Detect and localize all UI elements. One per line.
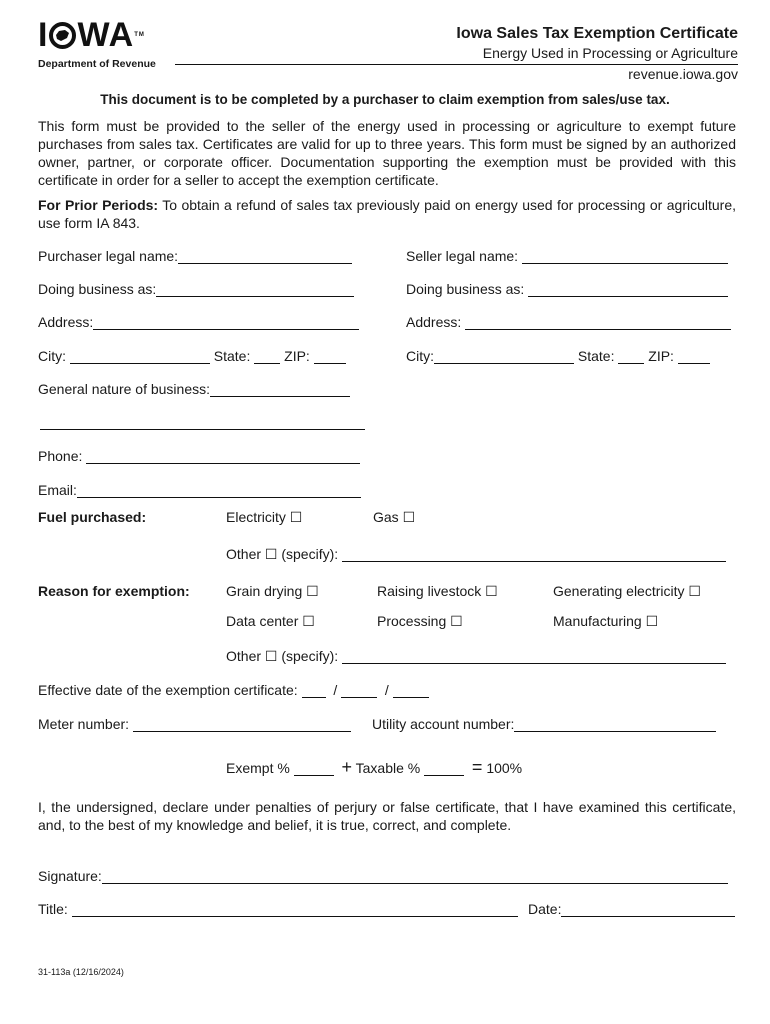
form-title: Iowa Sales Tax Exemption Certificate — [456, 25, 738, 42]
fuel-electricity-checkbox[interactable]: Electricity ☐ — [226, 509, 303, 525]
seller-dba-label: Doing business as: — [406, 281, 525, 297]
prior-periods-label: For Prior Periods: — [38, 197, 159, 213]
exempt-percent-input[interactable] — [294, 761, 334, 776]
purchaser-legal-name-field[interactable] — [38, 248, 352, 264]
email-label: Email: — [38, 482, 77, 498]
fuel-other-label: Other ☐ (specify): — [226, 546, 339, 562]
seller-legal-name-label: Seller legal name: — [406, 248, 519, 264]
logo-letter-i: I — [38, 16, 49, 54]
meter-number-label: Meter number: — [38, 716, 130, 732]
email-field[interactable] — [38, 482, 361, 498]
purchaser-legal-name-label: Purchaser legal name: — [38, 248, 179, 264]
reason-manufacturing-checkbox[interactable]: Manufacturing ☐ — [553, 613, 659, 629]
purchaser-address-label: Address: — [38, 314, 94, 330]
seller-state-label: State: — [577, 348, 615, 364]
phone-label: Phone: — [38, 448, 83, 464]
reason-other-label: Other ☐ (specify): — [226, 648, 339, 664]
utility-account-label: Utility account number: — [372, 716, 515, 732]
effective-date-field[interactable] — [38, 682, 429, 698]
date-field[interactable] — [528, 901, 735, 917]
utility-account-field[interactable] — [372, 716, 716, 732]
declaration-paragraph: I, the undersigned, declare under penalties of perjury or false certificate, that I have examined this certificate, and, to the best of my knowledge and belief, it is true, correct, and complete. — [38, 799, 736, 833]
date-label: Date: — [528, 901, 562, 917]
logo-trademark: TM — [134, 32, 145, 38]
purchaser-address-field[interactable] — [38, 314, 359, 330]
total-percent: 100% — [486, 760, 523, 776]
seller-address-field[interactable] — [406, 314, 731, 330]
reason-generating-electricity-checkbox[interactable]: Generating electricity ☐ — [553, 583, 701, 599]
title-label: Title: — [38, 901, 68, 917]
seller-address-label: Address: — [406, 314, 462, 330]
reason-raising-livestock-checkbox[interactable]: Raising livestock ☐ — [377, 583, 498, 599]
seller-city-state-zip[interactable] — [406, 348, 710, 364]
reason-processing-checkbox[interactable]: Processing ☐ — [377, 613, 463, 629]
reason-for-exemption-label: Reason for exemption: — [38, 583, 190, 599]
seller-city-label: City: — [406, 348, 434, 364]
equals-sign: = — [471, 757, 483, 777]
fuel-other-field[interactable] — [226, 546, 726, 562]
website: revenue.iowa.gov — [628, 66, 738, 82]
reason-grain-drying-checkbox[interactable]: Grain drying ☐ — [226, 583, 319, 599]
nature-of-business-line-2[interactable] — [40, 429, 365, 430]
exempt-percent-label: Exempt % — [226, 760, 290, 776]
taxable-percent-label: Taxable % — [355, 760, 421, 776]
date-slash-1: / — [333, 682, 338, 698]
fuel-gas-checkbox[interactable]: Gas ☐ — [373, 509, 416, 525]
notice: This document is to be completed by a purchaser to claim exemption from sales/use tax. — [100, 92, 670, 107]
percent-row — [226, 759, 522, 776]
fuel-purchased-label: Fuel purchased: — [38, 509, 147, 525]
plus-sign: + — [341, 757, 352, 777]
meter-number-field[interactable] — [38, 716, 351, 732]
taxable-percent-input[interactable] — [424, 761, 464, 776]
nature-of-business-field[interactable] — [38, 381, 350, 397]
intro-paragraph: This form must be provided to the seller of the energy used in processing or agriculture to exempt future purchases from sales tax. Certificates are valid for up to three years. This form must be signed by an authorized owner, partner, or corporate officer. Documentation supporting the exemption must be provided with this certificate in order for a seller to accept the exemption certificate. — [38, 118, 736, 188]
purchaser-state-label: State: — [213, 348, 251, 364]
title-field[interactable] — [38, 901, 518, 917]
department-name: Department of Revenue — [38, 58, 156, 70]
signature-label: Signature: — [38, 868, 102, 884]
reason-data-center-checkbox[interactable]: Data center ☐ — [226, 613, 315, 629]
seller-zip-label: ZIP: — [648, 348, 674, 364]
header-rule — [175, 64, 738, 65]
seller-dba-field[interactable] — [406, 281, 728, 297]
effective-date-label: Effective date of the exemption certificate: — [38, 682, 298, 698]
prior-periods-text: To obtain a refund of sales tax previously paid on energy used for processing or agriculture, use form IA 843. — [38, 197, 736, 231]
seller-legal-name-field[interactable] — [406, 248, 728, 264]
form-subtitle: Energy Used in Processing or Agriculture — [482, 45, 738, 61]
prior-periods-paragraph — [38, 196, 736, 232]
logo-letters-wa: WA — [77, 16, 135, 54]
nature-of-business-label: General nature of business: — [38, 381, 210, 397]
purchaser-dba-label: Doing business as: — [38, 281, 157, 297]
date-slash-2: / — [384, 682, 389, 698]
purchaser-city-state-zip[interactable] — [38, 348, 346, 364]
iowa-logo — [38, 16, 145, 54]
purchaser-zip-label: ZIP: — [284, 348, 310, 364]
purchaser-dba-field[interactable] — [38, 281, 354, 297]
phone-field[interactable] — [38, 448, 360, 464]
logo-o-icon — [49, 22, 76, 49]
signature-field[interactable] — [38, 868, 728, 884]
reason-other-field[interactable] — [226, 648, 726, 664]
form-id: 31-113a (12/16/2024) — [38, 967, 124, 977]
purchaser-city-label: City: — [38, 348, 66, 364]
